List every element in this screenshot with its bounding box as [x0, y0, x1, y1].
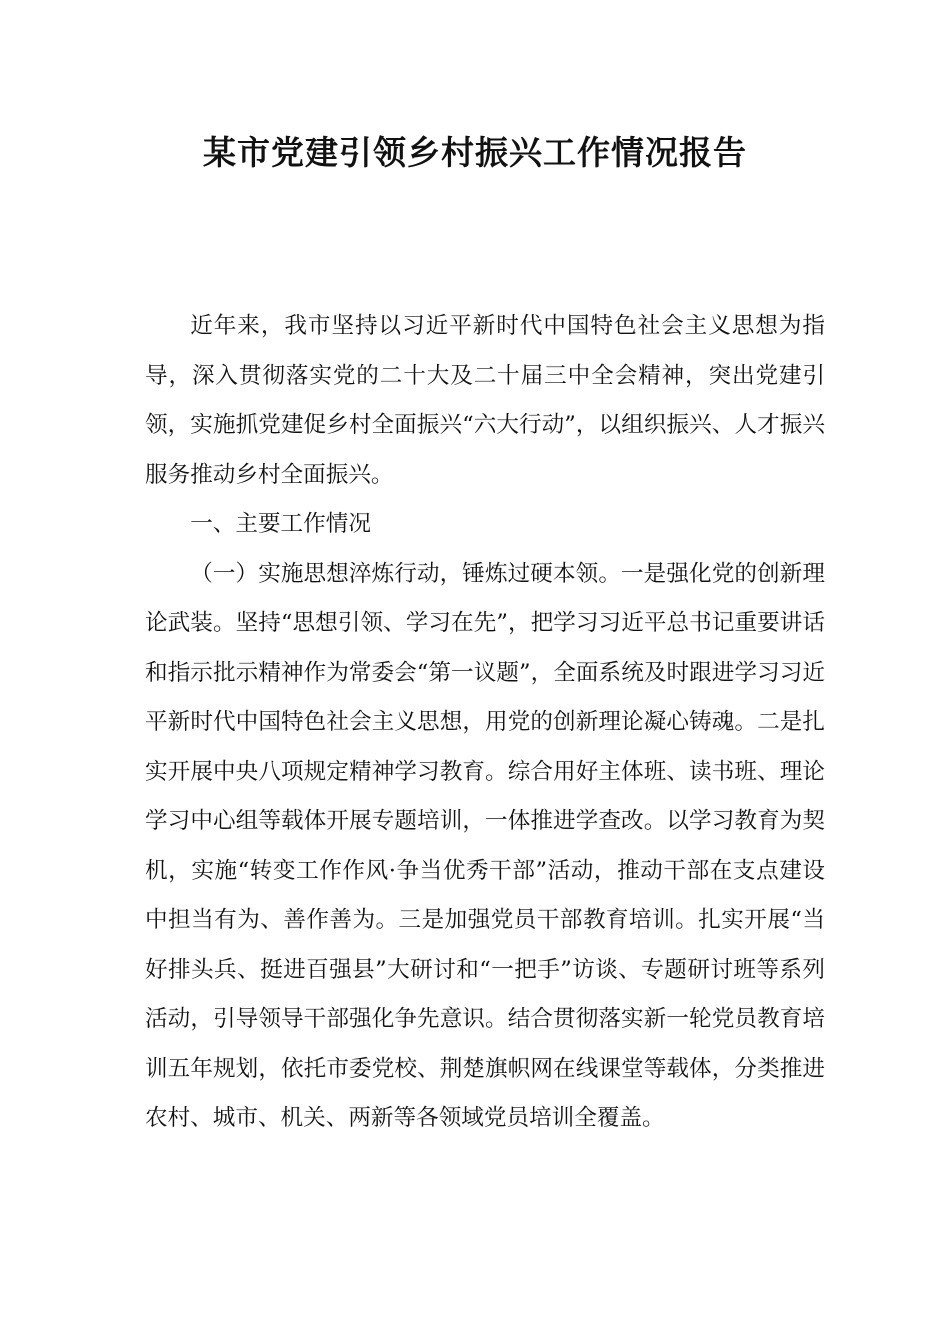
document-title: 某市党建引领乡村振兴工作情况报告 — [203, 133, 747, 172]
section-heading: 一、主要工作情况 — [190, 511, 371, 537]
document-body — [145, 302, 825, 1144]
intro-paragraph: 近年来，我市坚持以习近平新时代中国特色社会主义思想为指导，深入贯彻落实党的二十大及二十届三中全会精神，突出党建引领，实施抓党建促乡村全面振兴“六大行动”，以组织振兴、人才振兴服务推动乡村全面振兴。 — [145, 313, 825, 488]
subsection-paragraph: （一）实施思想淬炼行动，锤炼过硬本领。一是强化党的创新理论武装。坚持“思想引领、学习在先”，把学习习近平总书记重要讲话和指示批示精神作为常委会“第一议题”，全面系统及时跟进学习习近平新时代中国特色社会主义思想，用党的创新理论凝心铸魂。二是扎实开展中央八项规定精神学习教育。综合用好主体班、读书班、理论学习中心组等载体开展专题培训，一体推进学查改。以学习教育为契机，实施“转变工作作风·争当优秀干部”活动，推动干部在支点建设中担当有为、善作善为。三是加强党员干部教育培训。扎实开展“当好排头兵、挺进百强县”大研讨和“一把手”访谈、专题研讨班等系列活动，引导领导干部强化争先意识。结合贯彻落实新一轮党员教育培训五年规划，依托市委党校、荆楚旗帜网在线课堂等载体，分类推进农村、城市、机关、两新等各领域党员培训全覆盖。 — [145, 560, 825, 1131]
